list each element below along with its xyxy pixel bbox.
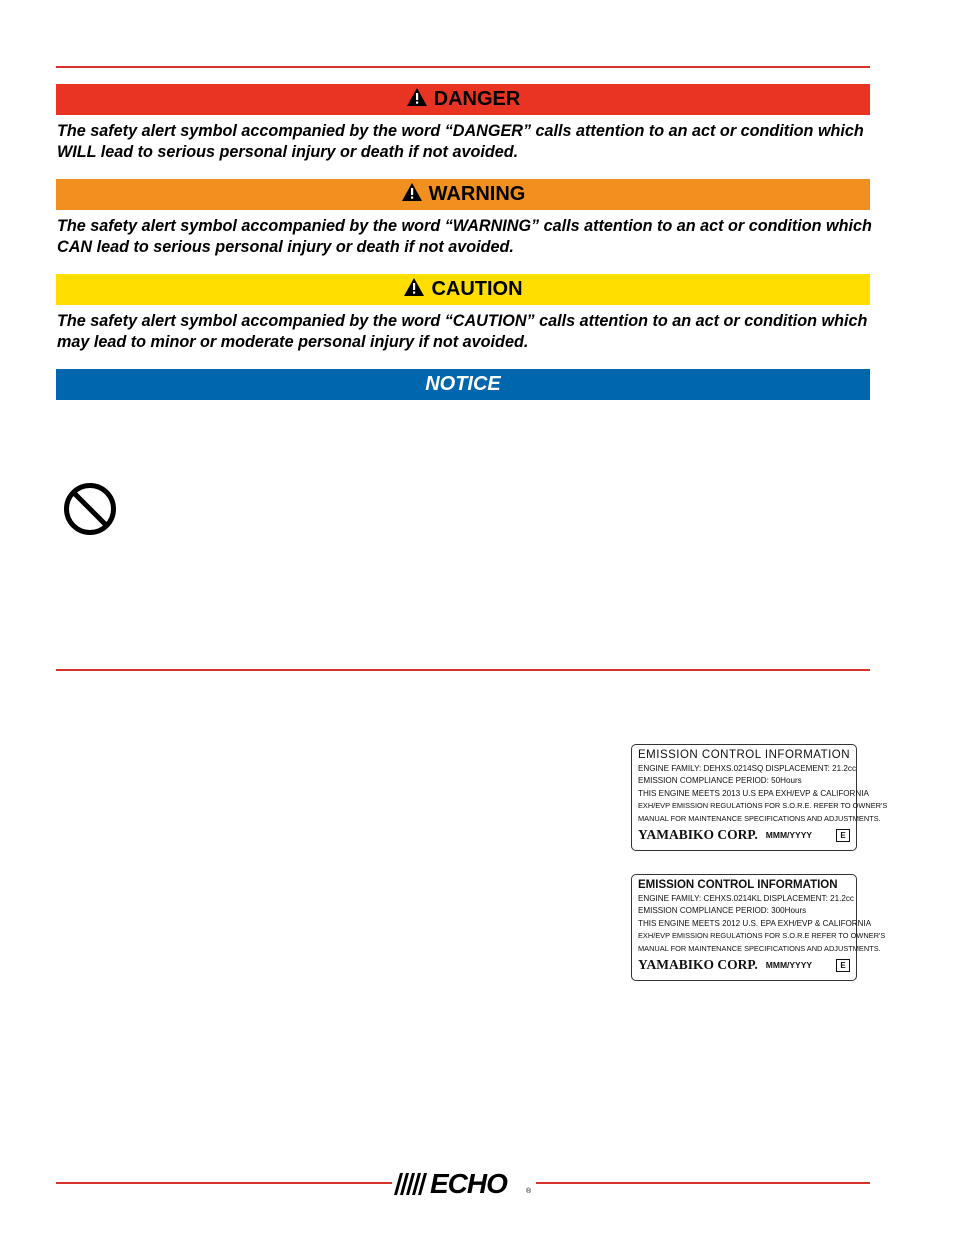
- manufacturer-name: YAMABIKO CORP.: [638, 827, 758, 843]
- danger-banner: [56, 84, 870, 115]
- echo-logo-text: ECHO: [430, 1168, 507, 1199]
- emission-label-line: EXH/EVP EMISSION REGULATIONS FOR S.O.R.E REFER TO OWNER'S: [638, 931, 886, 941]
- echo-logo: [394, 1167, 536, 1201]
- emission-label-line: MANUAL FOR MAINTENANCE SPECIFICATIONS AND ADJUSTMENTS.: [638, 813, 881, 823]
- prohibition-circle-icon: [62, 481, 118, 537]
- footer-rule-left: [56, 1182, 392, 1184]
- warning-triangle-icon: [406, 87, 428, 113]
- emission-label-title: EMISSION CONTROL INFORMATION: [638, 879, 838, 891]
- e-mark-icon: E: [836, 829, 850, 842]
- notice-label: NOTICE: [425, 373, 501, 395]
- caution-description: The safety alert symbol accompanied by the word “CAUTION” calls attention to an act or condition which may lead to minor or moderate personal injury if not avoided.: [57, 312, 868, 351]
- emission-label-line: EMISSION COMPLIANCE PERIOD: 50Hours: [638, 776, 802, 786]
- footer-rule-right: [536, 1182, 870, 1184]
- notice-banner: [56, 369, 870, 400]
- warning-triangle-icon: [401, 182, 423, 208]
- danger-label: DANGER: [433, 88, 521, 110]
- emission-label-line: THIS ENGINE MEETS 2013 U.S EPA EXH/EVP & CALIFORNIA: [638, 788, 869, 798]
- date-placeholder: MMM/YYYY: [765, 960, 813, 971]
- emission-label-2: [631, 874, 886, 981]
- emission-label-line: ENGINE FAMILY: CEHXS.0214KL DISPLACEMENT: 21.2cc: [638, 894, 854, 903]
- emission-label-line: ENGINE FAMILY: DEHXS.0214SQ DISPLACEMENT: 21.2cc: [638, 764, 857, 773]
- emission-label-line: THIS ENGINE MEETS 2012 U.S. EPA EXH/EVP & CALIFORNIA: [638, 918, 872, 928]
- caution-banner: [56, 274, 870, 305]
- caution-label: CAUTION: [431, 278, 523, 300]
- warning-triangle-icon: [403, 277, 425, 303]
- section-rule: [56, 669, 870, 671]
- manufacturer-name: YAMABIKO CORP.: [638, 957, 758, 973]
- e-mark-icon: E: [836, 959, 850, 972]
- registered-mark: ®: [526, 1188, 532, 1195]
- warning-banner: [56, 179, 870, 210]
- emission-label-1: [631, 744, 888, 851]
- warning-description: The safety alert symbol accompanied by the word “WARNING” calls attention to an act or condition which CAN lead to serious personal injury or death if not avoided.: [57, 217, 872, 256]
- top-rule: [56, 66, 870, 68]
- emission-label-line: MANUAL FOR MAINTENANCE SPECIFICATIONS AND ADJUSTMENTS.: [638, 943, 881, 953]
- date-placeholder: MMM/YYYY: [765, 830, 813, 841]
- danger-description: The safety alert symbol accompanied by the word “DANGER” calls attention to an act or condition which WILL lead to serious personal injury or death if not avoided.: [57, 122, 864, 161]
- warning-label: WARNING: [428, 183, 526, 205]
- emission-label-line: EMISSION COMPLIANCE PERIOD: 300Hours: [638, 906, 807, 916]
- emission-label-title: EMISSION CONTROL INFORMATION: [638, 749, 851, 761]
- emission-label-line: EXH/EVP EMISSION REGULATIONS FOR S.O.R.E. REFER TO OWNER'S: [638, 801, 888, 811]
